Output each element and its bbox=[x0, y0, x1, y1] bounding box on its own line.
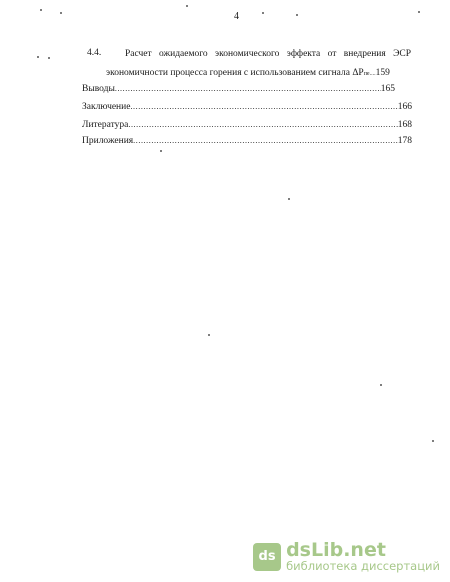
toc-row-literature[interactable] bbox=[82, 119, 412, 131]
scan-speck bbox=[186, 5, 188, 7]
scan-speck bbox=[40, 9, 42, 11]
scan-speck bbox=[296, 14, 298, 16]
toc-row-label: Выводы bbox=[82, 84, 115, 94]
toc-leader-dots bbox=[130, 101, 397, 113]
toc-section-page: 159 bbox=[375, 68, 390, 78]
toc-leader-dots bbox=[128, 119, 397, 131]
toc-section-title-text: экономичности процесса горения с использованием сигнала ΔP bbox=[106, 68, 364, 78]
toc-row-label: Заключение bbox=[82, 102, 131, 112]
toc-section-number: 4.4. bbox=[87, 48, 102, 58]
scan-speck bbox=[380, 384, 382, 386]
scan-speck bbox=[208, 334, 210, 336]
scan-speck bbox=[262, 12, 264, 14]
watermark-logo-icon: ds bbox=[253, 543, 281, 571]
scan-speck bbox=[432, 440, 434, 442]
watermark-brand: dsLib.net bbox=[286, 539, 386, 561]
scan-speck bbox=[37, 56, 39, 58]
toc-row-page: 168 bbox=[397, 120, 412, 130]
scan-speck bbox=[60, 12, 62, 14]
watermark bbox=[253, 540, 440, 573]
scan-speck bbox=[160, 150, 162, 152]
toc-row-label: Литература bbox=[82, 120, 129, 130]
watermark-text bbox=[286, 540, 440, 573]
toc-leader-dots bbox=[115, 83, 381, 95]
toc-row-page: 165 bbox=[380, 84, 395, 94]
toc-row-appendices[interactable] bbox=[82, 135, 412, 147]
toc-row-conclusions[interactable] bbox=[82, 83, 395, 95]
scan-speck bbox=[418, 11, 420, 13]
scan-speck bbox=[288, 198, 290, 200]
toc-section-title-line2 bbox=[106, 67, 412, 80]
toc-row-page: 166 bbox=[397, 102, 412, 112]
toc-row-page: 178 bbox=[397, 136, 412, 146]
toc-leader-dots bbox=[133, 135, 398, 147]
toc-section-title-line1: Расчет ожидаемого экономического эффекта от внедрения ЭСР bbox=[125, 49, 411, 59]
page-number: 4 bbox=[234, 11, 239, 22]
toc-row-label: Приложения bbox=[82, 136, 134, 146]
scan-speck bbox=[48, 57, 50, 59]
watermark-tagline: библиотека диссертаций bbox=[286, 559, 440, 573]
toc-section-subscript: пе.... bbox=[363, 71, 376, 77]
toc-row-summary[interactable] bbox=[82, 101, 412, 113]
